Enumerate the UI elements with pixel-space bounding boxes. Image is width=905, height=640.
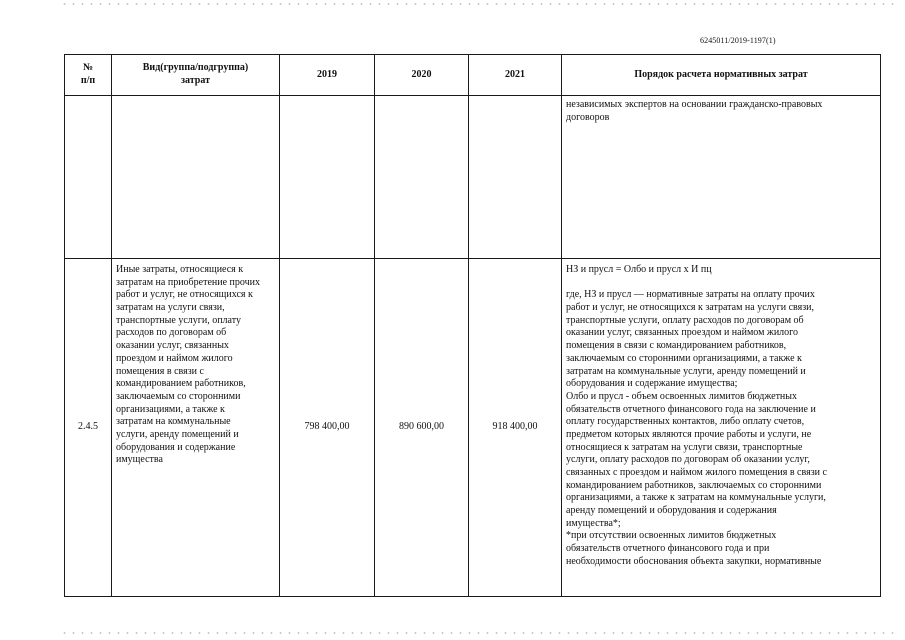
- header-row: [65, 55, 881, 96]
- header-kind: Вид(группа/подгруппа) затрат: [112, 55, 280, 96]
- table-row: [65, 96, 881, 259]
- kind-text: Иные затраты, относящиеся к затратам на приобретение прочих работ и услуг, не относящихся к затратам на услуги связи, транспортные услуги, оплату расходов по договорам об оказании услуг, связанных проездом и наймом жилого помещения в связи с командированием работников, заключаемым со сторонними организациями, а также к затратам на коммунальные услуги, аренду помещений и оборудования и содержание имущества: [116, 264, 261, 466]
- header-2019: 2019: [280, 55, 375, 96]
- header-2021: 2021: [469, 55, 562, 96]
- cell-order: [562, 259, 881, 597]
- cell-2021: [469, 96, 562, 259]
- cell-2019: 798 400,00: [280, 259, 375, 597]
- order-text: НЗ и прусл = Олбо и прусл х И пц где, НЗ и прусл — нормативные затраты на оплату прочих работ и услуг, не относящихся к затратам на услуги связи, транспортные услуги, оплату расходов по договорам об оказании услуг, связанных проездом и наймом жилого помещения в связи с командированием работников, заключаемым со сторонними организациями, а также к затратам на коммунальные услуги, аренду помещений и оборудования и содержание имущества; Олбо и прусл - объем освоенных лимитов бюджетных обязательств отчетного финансового года на заключение и оплату государственных контактов, либо оплату счетов, предметом которых являются прочие работы и услуги, не относящиеся к затратам на услуги связи, транспортные услуги, оплату расходов по договорам об оказании услуг, связанных с проездом и наймом жилого помещения в связи с командированием работников, заключаемых со сторонними организациями, а также к затратам на коммунальные услуги, аренду помещений и оборудования и содержания имущества*; *при отсутствии освоенных лимитов бюджетных обязательств отчетного финансового года и при необходимости обоснования объекта закупки, нормативные: [566, 264, 827, 567]
- header-num: № п/п: [65, 55, 112, 96]
- header-2020: 2020: [375, 55, 469, 96]
- cell-2020: [375, 96, 469, 259]
- cell-kind: [112, 96, 280, 259]
- scan-noise-top: [60, 3, 900, 5]
- cell-kind: [112, 259, 280, 597]
- cell-2020: 890 600,00: [375, 259, 469, 597]
- order-text: независимых экспертов на основании гражданско-правовых договоров: [566, 99, 823, 123]
- cell-num: 2.4.5: [65, 259, 112, 597]
- cell-2021: 918 400,00: [469, 259, 562, 597]
- header-order: Порядок расчета нормативных затрат: [562, 55, 881, 96]
- table-row: [65, 259, 881, 597]
- scan-noise-bottom: [60, 632, 900, 634]
- cell-2019: [280, 96, 375, 259]
- document-id: 6245011/2019-1197(1): [700, 36, 776, 45]
- cost-table: [64, 54, 881, 597]
- cell-order: [562, 96, 881, 259]
- cell-num: [65, 96, 112, 259]
